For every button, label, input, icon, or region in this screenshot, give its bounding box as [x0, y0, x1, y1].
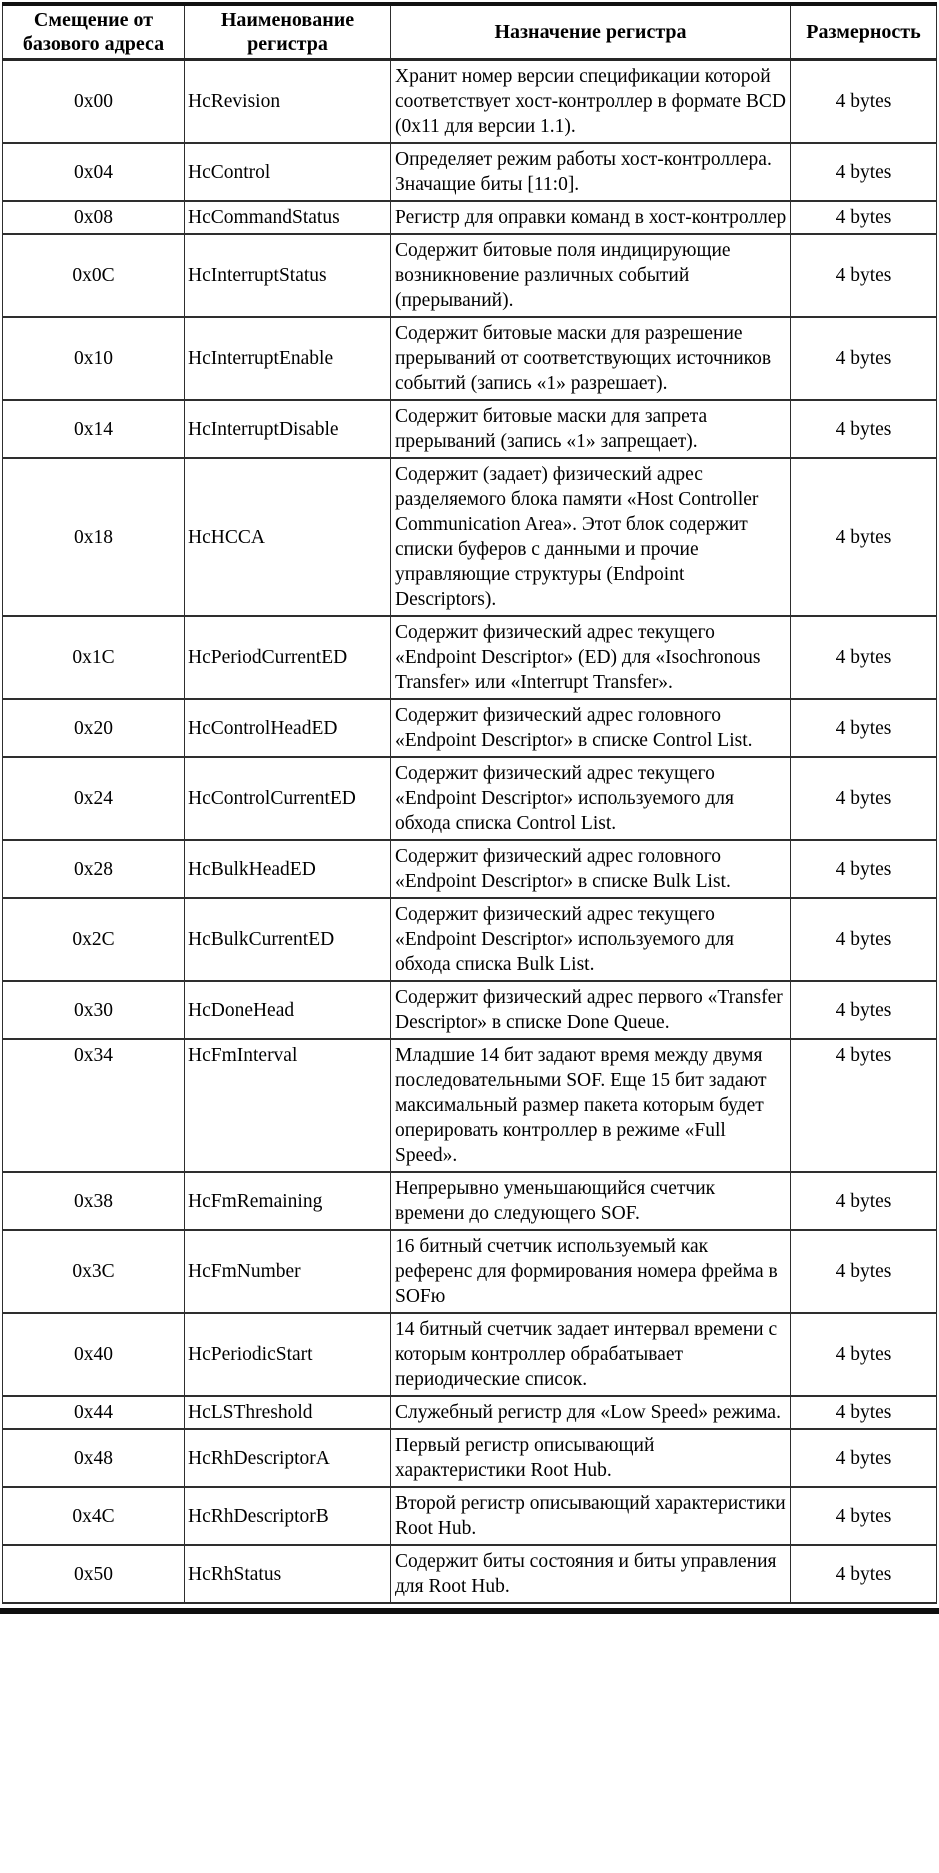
table-row [3, 1487, 937, 1545]
offset-cell: 0x0C [3, 234, 185, 317]
column-header-offset: Смещение от базового адреса [3, 4, 185, 60]
offset-cell: 0x48 [3, 1429, 185, 1487]
table-row [3, 1230, 937, 1313]
table-header [3, 4, 937, 60]
offset-cell: 0x20 [3, 699, 185, 757]
size-cell: 4 bytes [791, 143, 937, 201]
column-header-purpose: Назначение регистра [391, 4, 791, 60]
size-cell: 4 bytes [791, 1230, 937, 1313]
table-row [3, 981, 937, 1039]
table-row [3, 1039, 937, 1172]
register-name-cell: HcLSThreshold [185, 1396, 391, 1429]
column-header-size: Размерность [791, 4, 937, 60]
register-name-cell: HcBulkCurrentED [185, 898, 391, 981]
purpose-cell: Содержит (задает) физический адрес разделяемого блока памяти «Host Controller Communication Area». Этот блок содержит списки буферов с данными и прочие управляющие структуры (Endpoint Descriptors). [391, 458, 791, 616]
registers-table [2, 2, 937, 1604]
table-row [3, 840, 937, 898]
size-cell: 4 bytes [791, 757, 937, 840]
table-row [3, 1545, 937, 1603]
purpose-cell: Содержит физический адрес первого «Transfer Descriptor» в списке Done Queue. [391, 981, 791, 1039]
offset-cell: 0x28 [3, 840, 185, 898]
table-row [3, 898, 937, 981]
register-name-cell: HcRhStatus [185, 1545, 391, 1603]
offset-cell: 0x00 [3, 60, 185, 144]
register-name-cell: HcBulkHeadED [185, 840, 391, 898]
size-cell: 4 bytes [791, 699, 937, 757]
offset-cell: 0x44 [3, 1396, 185, 1429]
purpose-cell: Младшие 14 бит задают время между двумя последовательными SOF. Еще 15 бит задают максимальный размер пакета которым будет оперировать контроллер в режиме «Full Speed». [391, 1039, 791, 1172]
offset-cell: 0x18 [3, 458, 185, 616]
purpose-cell: Содержит битовые маски для запрета прерываний (запись «1» запрещает). [391, 400, 791, 458]
table-row [3, 201, 937, 234]
size-cell: 4 bytes [791, 1545, 937, 1603]
size-cell: 4 bytes [791, 1487, 937, 1545]
offset-cell: 0x50 [3, 1545, 185, 1603]
purpose-cell: Регистр для оправки команд в хост-контроллер [391, 201, 791, 234]
register-name-cell: HcFmRemaining [185, 1172, 391, 1230]
bottom-rule [0, 1608, 939, 1614]
table-row [3, 1313, 937, 1396]
purpose-cell: Содержит биты состояния и биты управления для Root Hub. [391, 1545, 791, 1603]
table-row [3, 234, 937, 317]
offset-cell: 0x14 [3, 400, 185, 458]
purpose-cell: Непрерывно уменьшающийся счетчик времени до следующего SOF. [391, 1172, 791, 1230]
purpose-cell: Содержит физический адрес головного «Endpoint Descriptor» в списке Bulk List. [391, 840, 791, 898]
register-name-cell: HcControlHeadED [185, 699, 391, 757]
purpose-cell: Содержит битовые маски для разрешение прерываний от соответствующих источников событий (запись «1» разрешает). [391, 317, 791, 400]
size-cell: 4 bytes [791, 898, 937, 981]
offset-cell: 0x04 [3, 143, 185, 201]
offset-cell: 0x38 [3, 1172, 185, 1230]
size-cell: 4 bytes [791, 60, 937, 144]
size-cell: 4 bytes [791, 1172, 937, 1230]
register-name-cell: HcInterruptStatus [185, 234, 391, 317]
offset-cell: 0x40 [3, 1313, 185, 1396]
register-name-cell: HcInterruptEnable [185, 317, 391, 400]
register-name-cell: HcFmInterval [185, 1039, 391, 1172]
register-name-cell: HcFmNumber [185, 1230, 391, 1313]
column-header-name: Наименование регистра [185, 4, 391, 60]
offset-cell: 0x4C [3, 1487, 185, 1545]
table-row [3, 1429, 937, 1487]
size-cell: 4 bytes [791, 981, 937, 1039]
size-cell: 4 bytes [791, 1396, 937, 1429]
size-cell: 4 bytes [791, 840, 937, 898]
size-cell: 4 bytes [791, 1429, 937, 1487]
register-name-cell: HcRevision [185, 60, 391, 144]
purpose-cell: Служебный регистр для «Low Speed» режима. [391, 1396, 791, 1429]
register-name-cell: HcRhDescriptorB [185, 1487, 391, 1545]
table-row [3, 757, 937, 840]
offset-cell: 0x10 [3, 317, 185, 400]
table-row [3, 616, 937, 699]
table-row [3, 699, 937, 757]
offset-cell: 0x30 [3, 981, 185, 1039]
offset-cell: 0x3C [3, 1230, 185, 1313]
register-name-cell: HcHCCA [185, 458, 391, 616]
offset-cell: 0x2C [3, 898, 185, 981]
table-row [3, 1172, 937, 1230]
purpose-cell: Первый регистр описывающий характеристики Root Hub. [391, 1429, 791, 1487]
offset-cell: 0x24 [3, 757, 185, 840]
size-cell: 4 bytes [791, 616, 937, 699]
purpose-cell: Второй регистр описывающий характеристики Root Hub. [391, 1487, 791, 1545]
purpose-cell: Хранит номер версии спецификации которой соответствует хост-контроллер в формате BCD (0x11 для версии 1.1). [391, 60, 791, 144]
table-row [3, 1396, 937, 1429]
purpose-cell: Содержит физический адрес текущего «Endpoint Descriptor» используемого для обхода списка Bulk List. [391, 898, 791, 981]
register-name-cell: HcInterruptDisable [185, 400, 391, 458]
register-name-cell: HcPeriodicStart [185, 1313, 391, 1396]
size-cell: 4 bytes [791, 400, 937, 458]
header-row [3, 4, 937, 60]
offset-cell: 0x08 [3, 201, 185, 234]
size-cell: 4 bytes [791, 1039, 937, 1172]
size-cell: 4 bytes [791, 458, 937, 616]
size-cell: 4 bytes [791, 234, 937, 317]
size-cell: 4 bytes [791, 317, 937, 400]
table-row [3, 317, 937, 400]
offset-cell: 0x34 [3, 1039, 185, 1172]
register-name-cell: HcCommandStatus [185, 201, 391, 234]
size-cell: 4 bytes [791, 1313, 937, 1396]
purpose-cell: Содержит физический адрес текущего «Endpoint Descriptor» используемого для обхода списка Control List. [391, 757, 791, 840]
register-name-cell: HcPeriodCurrentED [185, 616, 391, 699]
register-name-cell: HcControlCurrentED [185, 757, 391, 840]
table-row [3, 458, 937, 616]
register-name-cell: HcDoneHead [185, 981, 391, 1039]
register-name-cell: HcControl [185, 143, 391, 201]
table-row [3, 60, 937, 144]
purpose-cell: 14 битный счетчик задает интервал времени с которым контроллер обрабатывает периодические список. [391, 1313, 791, 1396]
purpose-cell: Содержит физический адрес головного «Endpoint Descriptor» в списке Control List. [391, 699, 791, 757]
purpose-cell: 16 битный счетчик используемый как референс для формирования номера фрейма в SOFю [391, 1230, 791, 1313]
size-cell: 4 bytes [791, 201, 937, 234]
register-name-cell: HcRhDescriptorA [185, 1429, 391, 1487]
registers-table-body [3, 60, 937, 1604]
purpose-cell: Содержит физический адрес текущего «Endpoint Descriptor» (ED) для «Isochronous Transfer» или «Interrupt Transfer». [391, 616, 791, 699]
table-row [3, 143, 937, 201]
table-row [3, 400, 937, 458]
offset-cell: 0x1C [3, 616, 185, 699]
purpose-cell: Определяет режим работы хост-контроллера. Значащие биты [11:0]. [391, 143, 791, 201]
purpose-cell: Содержит битовые поля индицирующие возникновение различных событий (прерываний). [391, 234, 791, 317]
